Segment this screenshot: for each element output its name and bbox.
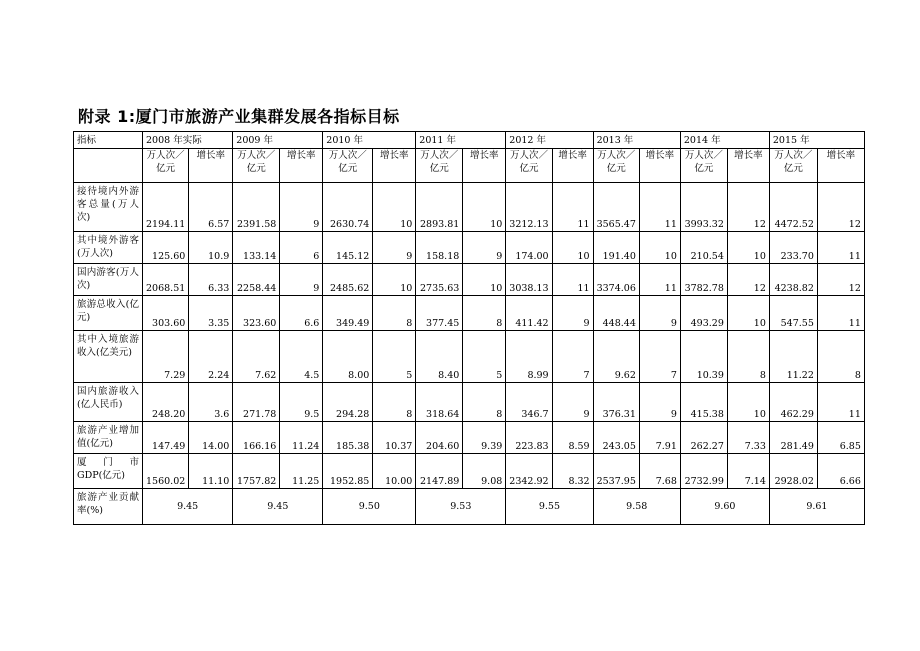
row-growth: 11 bbox=[639, 183, 680, 232]
row-growth: 8 bbox=[373, 383, 416, 422]
row-value: 243.05 bbox=[593, 422, 639, 454]
row-value: 145.12 bbox=[323, 232, 373, 264]
row-label: 其中入境旅游收入(亿美元) bbox=[74, 331, 143, 383]
row-value: 204.60 bbox=[416, 422, 463, 454]
row-growth: 7.68 bbox=[639, 454, 680, 489]
table-row bbox=[74, 183, 865, 232]
row-growth: 12 bbox=[817, 264, 864, 296]
row-value: 262.27 bbox=[680, 422, 727, 454]
row-growth: 9 bbox=[280, 183, 323, 232]
row-value: 3212.13 bbox=[506, 183, 552, 232]
row-value: 323.60 bbox=[233, 296, 280, 331]
row-value: 191.40 bbox=[593, 232, 639, 264]
row-value: 233.70 bbox=[769, 232, 817, 264]
row-growth: 8 bbox=[817, 331, 864, 383]
row-value: 3038.13 bbox=[506, 264, 552, 296]
row-value: 2391.58 bbox=[233, 183, 280, 232]
contribution-value: 9.45 bbox=[143, 489, 233, 525]
header-unit: 万人次／亿元 bbox=[323, 149, 373, 183]
header-year: 2010 年 bbox=[323, 132, 416, 149]
row-value: 1952.85 bbox=[323, 454, 373, 489]
row-value: 2068.51 bbox=[143, 264, 189, 296]
row-value: 223.83 bbox=[506, 422, 552, 454]
row-growth: 11 bbox=[817, 383, 864, 422]
header-year: 2011 年 bbox=[416, 132, 506, 149]
row-growth: 10 bbox=[373, 264, 416, 296]
row-value: 2928.02 bbox=[769, 454, 817, 489]
row-value: 281.49 bbox=[769, 422, 817, 454]
row-growth: 10 bbox=[727, 383, 769, 422]
contribution-value: 9.61 bbox=[769, 489, 864, 525]
row-value: 185.38 bbox=[323, 422, 373, 454]
row-value: 8.99 bbox=[506, 331, 552, 383]
header-unit: 万人次／亿元 bbox=[769, 149, 817, 183]
row-value: 7.62 bbox=[233, 331, 280, 383]
header-growth: 增长率 bbox=[552, 149, 593, 183]
row-growth: 10 bbox=[727, 232, 769, 264]
contribution-label: 旅游产业贡献率(%) bbox=[74, 489, 143, 525]
header-year: 2008 年实际 bbox=[143, 132, 233, 149]
row-growth: 4.5 bbox=[280, 331, 323, 383]
table-row bbox=[74, 383, 865, 422]
row-label: 其中境外游客(万人次) bbox=[74, 232, 143, 264]
row-value: 2194.11 bbox=[143, 183, 189, 232]
header-growth: 增长率 bbox=[280, 149, 323, 183]
table-row bbox=[74, 264, 865, 296]
header-year: 2013 年 bbox=[593, 132, 680, 149]
row-value: 2735.63 bbox=[416, 264, 463, 296]
row-value: 2485.62 bbox=[323, 264, 373, 296]
row-growth: 2.24 bbox=[189, 331, 233, 383]
row-value: 8.40 bbox=[416, 331, 463, 383]
row-value: 11.22 bbox=[769, 331, 817, 383]
header-year: 2014 年 bbox=[680, 132, 769, 149]
row-label: 旅游总收入(亿元) bbox=[74, 296, 143, 331]
row-growth: 8.59 bbox=[552, 422, 593, 454]
header-growth: 增长率 bbox=[727, 149, 769, 183]
row-value: 294.28 bbox=[323, 383, 373, 422]
row-growth: 11.25 bbox=[280, 454, 323, 489]
row-growth: 10 bbox=[463, 183, 506, 232]
contribution-value: 9.45 bbox=[233, 489, 323, 525]
row-value: 3374.06 bbox=[593, 264, 639, 296]
header-unit: 万人次／亿元 bbox=[506, 149, 552, 183]
header-row bbox=[74, 132, 865, 149]
row-label: 国内游客(万人次) bbox=[74, 264, 143, 296]
row-growth: 9.39 bbox=[463, 422, 506, 454]
header-unit: 万人次／亿元 bbox=[143, 149, 189, 183]
row-growth: 11.24 bbox=[280, 422, 323, 454]
row-growth: 8 bbox=[727, 331, 769, 383]
row-growth: 12 bbox=[727, 264, 769, 296]
row-value: 377.45 bbox=[416, 296, 463, 331]
header-growth: 增长率 bbox=[817, 149, 864, 183]
row-growth: 6.6 bbox=[280, 296, 323, 331]
row-growth: 9 bbox=[552, 383, 593, 422]
row-value: 547.55 bbox=[769, 296, 817, 331]
row-growth: 8 bbox=[463, 296, 506, 331]
row-growth: 5 bbox=[463, 331, 506, 383]
row-label: 国内旅游收入(亿人民币) bbox=[74, 383, 143, 422]
row-value: 125.60 bbox=[143, 232, 189, 264]
row-growth: 9 bbox=[639, 383, 680, 422]
row-value: 318.64 bbox=[416, 383, 463, 422]
subheader-row bbox=[74, 149, 865, 183]
row-value: 2342.92 bbox=[506, 454, 552, 489]
row-label: 接待境内外游客总量(万人次) bbox=[74, 183, 143, 232]
row-growth: 11 bbox=[552, 264, 593, 296]
table-row bbox=[74, 454, 865, 489]
table-row bbox=[74, 331, 865, 383]
header-growth: 增长率 bbox=[373, 149, 416, 183]
contribution-value: 9.58 bbox=[593, 489, 680, 525]
row-value: 3993.32 bbox=[680, 183, 727, 232]
row-growth: 9.08 bbox=[463, 454, 506, 489]
row-growth: 11 bbox=[552, 183, 593, 232]
row-growth: 11 bbox=[817, 296, 864, 331]
row-growth: 3.6 bbox=[189, 383, 233, 422]
row-growth: 14.00 bbox=[189, 422, 233, 454]
row-growth: 12 bbox=[817, 183, 864, 232]
header-growth: 增长率 bbox=[463, 149, 506, 183]
row-value: 248.20 bbox=[143, 383, 189, 422]
row-value: 7.29 bbox=[143, 331, 189, 383]
contribution-row bbox=[74, 489, 865, 525]
contribution-value: 9.55 bbox=[506, 489, 593, 525]
row-growth: 3.35 bbox=[189, 296, 233, 331]
row-growth: 7.33 bbox=[727, 422, 769, 454]
row-value: 133.14 bbox=[233, 232, 280, 264]
row-value: 2258.44 bbox=[233, 264, 280, 296]
header-unit: 万人次／亿元 bbox=[680, 149, 727, 183]
table-row bbox=[74, 296, 865, 331]
row-growth: 7 bbox=[552, 331, 593, 383]
row-value: 462.29 bbox=[769, 383, 817, 422]
header-year: 2015 年 bbox=[769, 132, 864, 149]
table-row bbox=[74, 422, 865, 454]
row-growth: 9 bbox=[463, 232, 506, 264]
row-growth: 10.37 bbox=[373, 422, 416, 454]
row-growth: 6.57 bbox=[189, 183, 233, 232]
header-growth: 增长率 bbox=[639, 149, 680, 183]
row-value: 493.29 bbox=[680, 296, 727, 331]
row-value: 2630.74 bbox=[323, 183, 373, 232]
row-growth: 11 bbox=[639, 264, 680, 296]
row-growth: 11 bbox=[817, 232, 864, 264]
row-growth: 9 bbox=[639, 296, 680, 331]
row-value: 3782.78 bbox=[680, 264, 727, 296]
row-label: 旅游产业增加值(亿元) bbox=[74, 422, 143, 454]
row-growth: 8 bbox=[463, 383, 506, 422]
row-growth: 10.00 bbox=[373, 454, 416, 489]
header-year: 2009 年 bbox=[233, 132, 323, 149]
row-value: 2537.95 bbox=[593, 454, 639, 489]
row-growth: 10 bbox=[373, 183, 416, 232]
indicator-table bbox=[73, 131, 865, 525]
contribution-value: 9.60 bbox=[680, 489, 769, 525]
header-growth: 增长率 bbox=[189, 149, 233, 183]
row-growth: 6.33 bbox=[189, 264, 233, 296]
contribution-value: 9.53 bbox=[416, 489, 506, 525]
row-value: 448.44 bbox=[593, 296, 639, 331]
row-value: 2147.89 bbox=[416, 454, 463, 489]
row-growth: 10.9 bbox=[189, 232, 233, 264]
row-value: 3565.47 bbox=[593, 183, 639, 232]
header-unit: 万人次／亿元 bbox=[593, 149, 639, 183]
row-growth: 7.14 bbox=[727, 454, 769, 489]
row-growth: 6.85 bbox=[817, 422, 864, 454]
row-value: 1757.82 bbox=[233, 454, 280, 489]
row-growth: 11.10 bbox=[189, 454, 233, 489]
header-indicator-blank bbox=[74, 149, 143, 183]
contribution-value: 9.50 bbox=[323, 489, 416, 525]
row-growth: 10 bbox=[639, 232, 680, 264]
row-growth: 9.5 bbox=[280, 383, 323, 422]
header-unit: 万人次／亿元 bbox=[416, 149, 463, 183]
row-growth: 7 bbox=[639, 331, 680, 383]
row-growth: 5 bbox=[373, 331, 416, 383]
row-value: 10.39 bbox=[680, 331, 727, 383]
row-value: 158.18 bbox=[416, 232, 463, 264]
row-value: 1560.02 bbox=[143, 454, 189, 489]
row-value: 9.62 bbox=[593, 331, 639, 383]
row-value: 147.49 bbox=[143, 422, 189, 454]
row-value: 349.49 bbox=[323, 296, 373, 331]
row-growth: 6.66 bbox=[817, 454, 864, 489]
row-value: 174.00 bbox=[506, 232, 552, 264]
row-growth: 8.32 bbox=[552, 454, 593, 489]
row-value: 415.38 bbox=[680, 383, 727, 422]
row-value: 346.7 bbox=[506, 383, 552, 422]
row-label: 厦门市GDP(亿元) bbox=[74, 454, 143, 489]
row-value: 166.16 bbox=[233, 422, 280, 454]
page-title: 附录 1:厦门市旅游产业集群发展各指标目标 bbox=[78, 107, 400, 126]
row-value: 2893.81 bbox=[416, 183, 463, 232]
row-growth: 9 bbox=[552, 296, 593, 331]
row-value: 4238.82 bbox=[769, 264, 817, 296]
row-growth: 10 bbox=[463, 264, 506, 296]
row-value: 2732.99 bbox=[680, 454, 727, 489]
header-unit: 万人次／亿元 bbox=[233, 149, 280, 183]
row-value: 210.54 bbox=[680, 232, 727, 264]
row-growth: 6 bbox=[280, 232, 323, 264]
row-growth: 10 bbox=[552, 232, 593, 264]
row-value: 271.78 bbox=[233, 383, 280, 422]
header-indicator: 指标 bbox=[74, 132, 143, 149]
row-growth: 12 bbox=[727, 183, 769, 232]
row-growth: 9 bbox=[373, 232, 416, 264]
row-value: 411.42 bbox=[506, 296, 552, 331]
row-value: 4472.52 bbox=[769, 183, 817, 232]
table-row bbox=[74, 232, 865, 264]
row-growth: 9 bbox=[280, 264, 323, 296]
row-growth: 8 bbox=[373, 296, 416, 331]
row-value: 8.00 bbox=[323, 331, 373, 383]
row-growth: 10 bbox=[727, 296, 769, 331]
row-value: 303.60 bbox=[143, 296, 189, 331]
row-value: 376.31 bbox=[593, 383, 639, 422]
row-growth: 7.91 bbox=[639, 422, 680, 454]
header-year: 2012 年 bbox=[506, 132, 593, 149]
